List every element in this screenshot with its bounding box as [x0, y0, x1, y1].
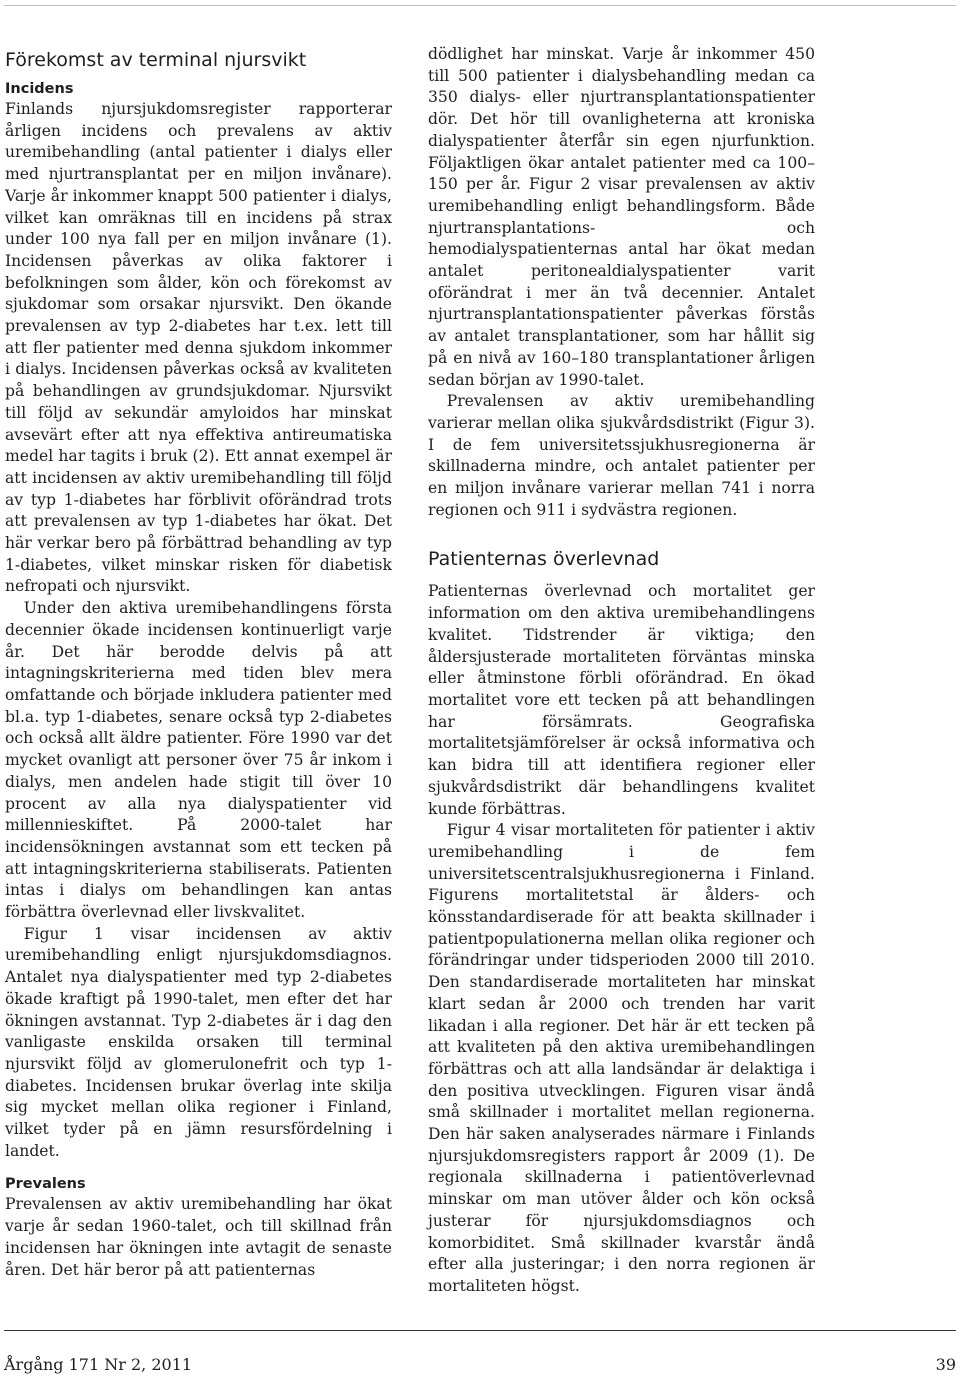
paragraph: dödlighet har minskat. Varje år inkommer 450 till 500 patienter i dialysbehandling medan ca 350 dialys- eller njurtransplantationspatienter dör. Det hör till ovanligheterna att kroniska dialyspatienter återfår sin egen njurfunktion. Följaktligen ökar antalet patienter med ca 100–150 per år. Figur 2 visar prevalensen av aktiv uremibehandling enligt behandlingsform. Både njurtransplantations- och hemodialyspatienternas antal har ökat medan antalet peritonealdialyspatienter varit oförändrat i mer än två decennier. Antalet njurtransplantationspatienter påverkas förstås av antalet transplantationer, som har hållit sig på en nivå av 160–180 transplantationer årligen sedan början av 1990-talet.	[428, 45, 815, 389]
paragraph: Figur 1 visar incidensen av aktiv uremibehandling enligt njursjukdomsdiagnos. Antalet nya dialyspatienter med typ 2-diabetes ökade kraftigt på 1990-talet, men efter det har ökningen avstannat. Typ 2-diabetes är i dag den vanligaste enskilda orsaken till terminal njursvikt följd av glomerulonefrit och typ 1-diabetes. Incidensen brukar överlag inte skilja sig mycket mellan olika regioner i Finland, vilket tyder på en jämn resursfördelning i landet.	[5, 924, 392, 1160]
footer-issue: Årgång 171 Nr 2, 2011	[4, 1355, 193, 1374]
paragraph: Under den aktiva uremibehandlingens första decennier ökade incidensen kontinuerligt varje år. Det här berodde delvis på att intagningskriterierna med tiden blev mera omfattande och började inkludera patienter med bl.a. typ 1-diabetes, senare också typ 2-diabetes och också allt äldre patienter. Före 1990 var det mycket ovanligt att personer över 75 år inkom i dialys, men andelen hade stigit till över 10 procent av alla nya dialyspatienter vid millennieskiftet. På 2000-talet har incidensökningen avstannat som ett tecken på att intagningskriterierna stabiliserats. Patienten intas i dialys om behandlingen kan antas förbättra överlevnad eller livskvalitet.	[5, 599, 392, 922]
right-column	[428, 44, 815, 1298]
paragraph: Patienternas överlevnad och mortalitet ger information om den aktiva uremibehandlingens kvalitet. Tidstrender är viktiga; den åldersjusterade mortaliteten förväntas minska eller åtminstone förbli oförändrad. En ökad mortalitet vore ett tecken på att behandlingen har försämrats. Geografiska mortalitetsjämförelser är också informativa och kan bidra till att identifiera regioner eller sjukvårdsdistrikt där behandlingens kvalitet kunde förbättras.	[428, 582, 815, 818]
subheading-prevalens: Prevalens	[5, 1176, 86, 1193]
page-number: 39	[935, 1355, 956, 1374]
paragraph: Prevalensen av aktiv uremibehandling har ökat varje år sedan 1960-talet, och till skillnad från incidensen har ökningen inte avtagit de senaste åren. Det här beror på att patienternas	[5, 1195, 392, 1279]
paragraph: Prevalensen av aktiv uremibehandling varierar mellan olika sjukvårdsdistrikt (Figur 3). I de fem universitetssjukhusregionerna är skillnaderna mindre, och antalet patienter per en miljon invånare varierar mellan 741 i norra regionen och 911 i sydvästra regionen.	[428, 392, 815, 519]
left-column	[5, 44, 392, 1281]
footer-rule	[4, 1330, 956, 1331]
top-rule	[4, 5, 956, 6]
paragraph: Finlands njursjukdomsregister rapporterar årligen incidens och prevalens av aktiv uremibehandling (antal patienter i dialys eller med njurtransplantat per en miljon invånare). Varje år inkommer knappt 500 patienter i dialys, vilket kan omräknas till en incidens på strax under 100 nya fall per en miljon invånare (1). Incidensen påverkas av olika faktorer i befolkningen som ålder, kön och förekomst av sjukdomar som orsakar njursvikt. Den ökande prevalensen av typ 2-diabetes har t.ex. lett till att fler patienter med denna sjukdom inkommer i dialys. Incidensen påverkas också av kvaliteten på behandlingen av grundsjukdomar. Njursvikt till följd av sekundär amyloidos har minskat avsevärt efter att nya effektiva antireumatiska medel har tagits i bruk (2). Ett annat exempel är att incidensen av aktiv uremibehandling till följd av typ 1-diabetes har förblivit oförändrad trots att prevalensen av typ 1-diabetes har ökat. Det här verkar bero på förbättrad behandling av typ 1-diabetes, vilket minskar risken för diabetisk nefropati och njursvikt.	[5, 100, 392, 596]
paragraph: Figur 4 visar mortaliteten för patienter i aktiv uremibehandling i de fem universitetscentralsjukhusregionerna i Finland. Figurens mortalitetstal är ålders- och könsstandardiserade för att beakta skillnader i patientpopulationerna mellan olika regioner och förändringar under tidsperioden 2000 till 2010. Den standardiserade mortaliteten har minskat klart sedan år 2000 och trenden har varit likadan i alla regioner. Det här är ett tecken på att kvaliteten på den aktiva uremibehandlingen förbättras och att alla landsändar är delaktiga i den positiva utvecklingen. Figuren visar ändå små skillnader i mortalitet mellan regionerna. Den här saken analyserades närmare i Finlands njursjukdomsregisters rapport år 2009 (1). De regionala skillnaderna i patientöverlevnad minskar om man utöver ålder och kön också justerar för njursjukdomsdiagnos och komorbiditet. Små skillnader kvarstår ändå efter alla justeringar; i den norra regionen är mortaliteten högst.	[428, 821, 815, 1295]
section-title-overlevnad: Patienternas överlevnad	[428, 548, 660, 571]
subheading-incidens: Incidens	[5, 81, 74, 97]
section-title-forekomst: Förekomst av terminal njursvikt	[5, 49, 307, 71]
